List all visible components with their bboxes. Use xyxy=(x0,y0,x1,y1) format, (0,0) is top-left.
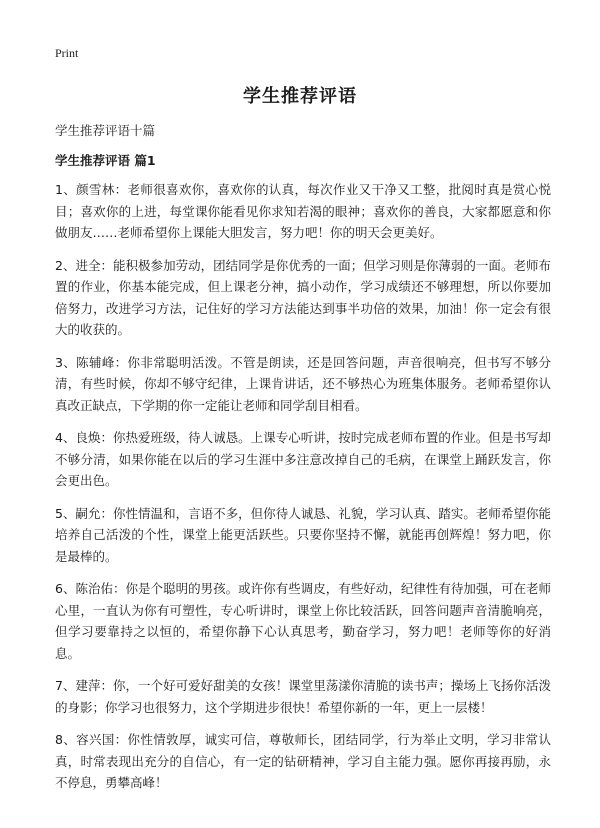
entries-list xyxy=(55,179,551,805)
entry-paragraph: 1、颜雪林：老师很喜欢你，喜欢你的认真，每次作业又干净又工整，批阅时真是赏心悦目；喜欢你的上进，每堂课你能看见你求知若渴的眼神；喜欢你的善良，大家都愿意和你做朋友……老师希望你上课能大胆发言，努力吧！你的明天会更美好。 xyxy=(55,182,551,240)
entry-paragraph: 7、建萍：你，一个好可爱好甜美的女孩！课堂里荡漾你清脆的读书声；操场上飞扬你活泼的身影；你学习也很努力，这个学期进步很快！希望你新的一年，更上一层楼！ xyxy=(55,678,551,715)
entry-paragraph: 2、进全：能积极参加劳动，团结同学是你优秀的一面；但学习则是你薄弱的一面。老师布置的作业，你基本能完成，但上课老分神，搞小动作，学习成绩还不够理想，所以你要加倍努力，改进学习方法，记住好的学习方法能达到事半功倍的效果，加油！你一定会有很大的收获的。 xyxy=(55,257,551,337)
document-subtitle: 学生推荐评语十篇 xyxy=(55,123,156,138)
entry-paragraph: 4、良焕：你热爱班级，待人诚恳。上课专心听讲，按时完成老师布置的作业。但是书写却不够分清，如果你能在以后的学习生涯中多注意改掉自己的毛病，在课堂上踊跃发言，你会更出色。 xyxy=(55,430,551,488)
section-heading: 学生推荐评语 篇1 xyxy=(55,153,156,168)
entry-paragraph: 5、嗣允：你性情温和，言语不多，但你待人诚恳、礼貌，学习认真、踏实。老师希望你能培养自己活泼的个性，课堂上能更活跃些。只要你坚持不懈，就能再创辉煌！努力吧，你是最棒的。 xyxy=(55,505,551,564)
entry-paragraph: 6、陈治佑：你是个聪明的男孩。或许你有些调皮，有些好动，纪律性有待加强，可在老师心里，一直认为你有可塑性，专心听讲时，课堂上你比较活跃，回答问题声音清脆响亮，但学习要靠持之以恒的，希望你静下心认真思考，勤奋学习，努力吧！老师等你的好消息。 xyxy=(55,581,551,661)
page-title: 学生推荐评语 xyxy=(243,86,357,107)
entry-paragraph: 3、陈辅峰：你非常聪明活泼。不管是朗读，还是回答问题，声音很响亮，但书写不够分清，有些时候，你却不够守纪律，上课肯讲话，还不够热心为班集体服务。老师希望你认真改正缺点，下学期的你一定能让老师和同学刮目相看。 xyxy=(55,354,551,413)
entry-paragraph: 8、容兴国：你性情敦厚，诚实可信，尊敬师长，团结同学，行为举止文明，学习非常认真，时常表现出充分的自信心，有一定的钻研精神，学习自主能力强。愿你再接再励，永不停息，勇攀高峰！ xyxy=(55,732,551,790)
print-label: Print xyxy=(55,46,79,60)
